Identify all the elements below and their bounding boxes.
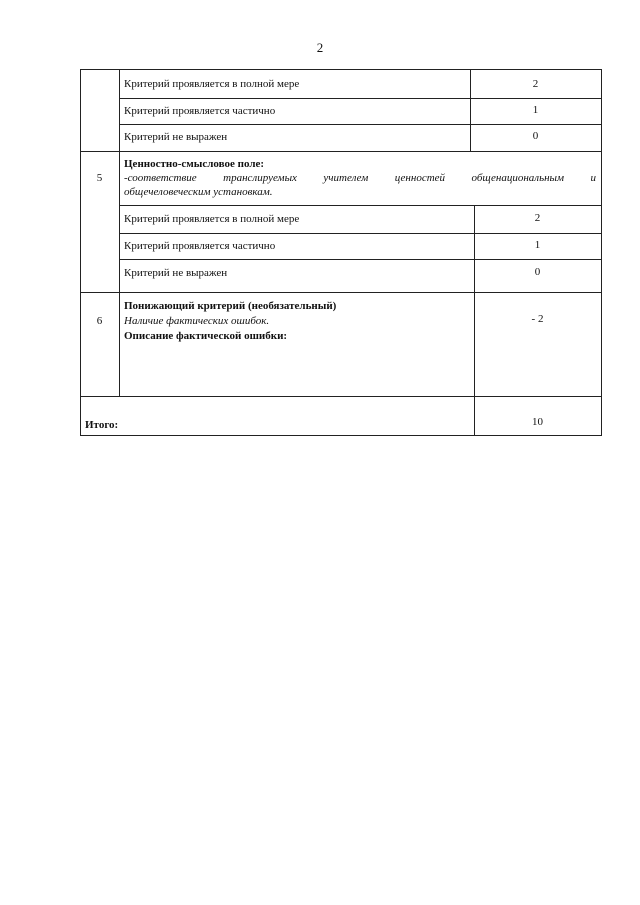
criterion-none-score: 0	[532, 130, 539, 142]
criterion-none-score: 0	[534, 266, 541, 278]
criterion-full-label: Критерий проявляется в полной мере	[124, 213, 300, 225]
criterion-partial-label: Критерий проявляется частично	[124, 240, 276, 252]
criterion-full-score: 2	[532, 78, 539, 90]
criterion-description-errors: Наличие фактических ошибок.	[124, 315, 270, 327]
criterion-description-values-cont: общечеловеческим установкам.	[124, 186, 273, 198]
criterion-description-values: -соответствие транслируемых учителем ценностей общенациональным и	[124, 172, 596, 184]
criterion-title-values: Ценностно-смысловое поле:	[124, 158, 265, 170]
criterion-partial-score: 1	[534, 239, 541, 251]
error-description-label: Описание фактической ошибки:	[124, 330, 288, 342]
criterion-none-label: Критерий не выражен	[124, 131, 228, 143]
page-number: 2	[316, 40, 324, 55]
criterion-title-reducing: Понижающий критерий (необязательный)	[124, 300, 337, 312]
criterion-partial-score: 1	[532, 104, 539, 116]
criterion-full-label: Критерий проявляется в полной мере	[124, 78, 300, 90]
criterion-partial-label: Критерий проявляется частично	[124, 105, 276, 117]
criterion-reducing-score: - 2	[531, 313, 544, 325]
criterion-full-score: 2	[534, 212, 541, 224]
row-number-6: 6	[96, 315, 103, 327]
total-label: Итого:	[85, 419, 119, 431]
total-value: 10	[532, 416, 543, 428]
row-number-5: 5	[96, 172, 103, 184]
criterion-none-label: Критерий не выражен	[124, 267, 228, 279]
